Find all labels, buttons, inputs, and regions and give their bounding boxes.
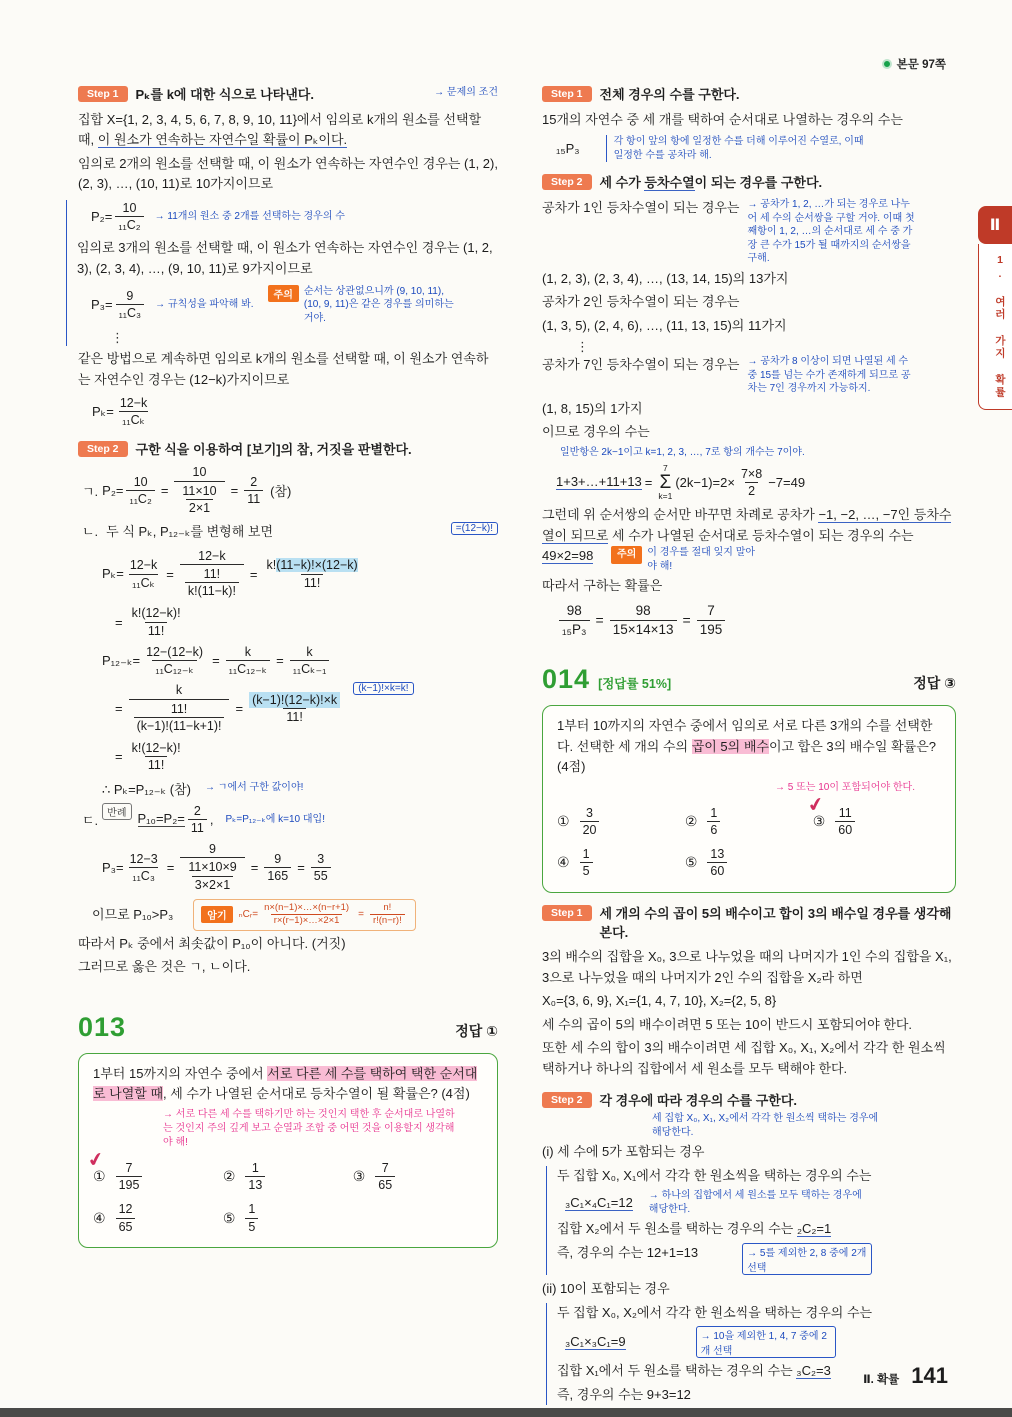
step2-title: 세 수가 등차수열이 되는 경우를 구한다.: [599, 175, 823, 191]
answer-option: [93, 1201, 223, 1235]
equation-pk: [92, 395, 498, 429]
answer-option: [557, 846, 685, 880]
answer-option: [805, 793, 941, 839]
equals: =: [682, 612, 691, 629]
answer-option: [223, 1160, 353, 1194]
paragraph: 또한 세 수의 합이 3의 배수이려면 세 집합 X₀, X₁, X₂에서 각각 한 원소씩 택하거나 하나의 집합에서 세 원소를 모두 택해야 한다.: [542, 1040, 946, 1076]
fraction: $\frac{k}{\text{₁₁Cₖ₋₁}}$: [290, 644, 330, 678]
text: 집합 X={1, 2, 3, 4, 5, 6, 7, 8, 9, 10, 11}에서 임의로 k개의 원소를 선택할 때,: [78, 111, 482, 148]
equation-p3: [91, 285, 498, 326]
item-label: ㄴ.: [82, 524, 99, 540]
option-number: ③: [812, 812, 826, 829]
fraction: $\frac{(k-1)!(12-k)!\times k}{11!}$: [249, 692, 340, 726]
equals: =: [249, 566, 258, 582]
problem-014-box: [542, 705, 956, 893]
math-tail: (참): [270, 484, 292, 500]
equals: =: [595, 612, 604, 629]
step2-title: 구한 식을 이용하여 [보기]의 참, 거짓을 판별한다.: [135, 441, 412, 457]
text-highlighted: 곱이 5의 배수: [691, 738, 769, 754]
warn-badge: 주의: [268, 285, 299, 302]
option-number: ②: [222, 1168, 236, 1185]
problem-statement: 1부터 10까지의 자연수 중에서 임의로 서로 다른 3개의 수를 선택한다. 선택한 세 개의 수의 곱이 5의 배수이고 합은 3의 배수일 확률은? (4점): [557, 718, 936, 775]
page-reference: [882, 56, 946, 72]
derivation-line4: [112, 682, 498, 735]
step1-badge: Step 1: [542, 86, 592, 102]
equals: =: [358, 909, 364, 921]
paragraph: 3의 배수의 집합을 X₀, 3으로 나누었을 때의 나머지가 1인 수의 집합을 X₁, 3으로 나누었을 때의 나머지가 2인 수의 집합을 X₂라 하면: [542, 949, 952, 985]
scan-edge-bar: [0, 1408, 1012, 1417]
equals: =: [115, 614, 123, 630]
text-underlined: 이 원소가 연속하는 자연수일 확률이 Pₖ이다.: [97, 132, 348, 148]
answer-option: [223, 1201, 353, 1235]
answer-option: [685, 805, 813, 839]
annotation-hint: → 5 또는 10이 포함되어야 한다.: [775, 781, 915, 793]
statement-d: [82, 803, 498, 837]
case-header: (i) 세 수에 5가 포함되는 경우: [542, 1144, 705, 1160]
fraction: $\frac{98}{15\times 14\times 13}$: [610, 602, 677, 638]
footer-section: Ⅱ. 확률: [863, 1374, 900, 1386]
option-fraction: $\frac{1}{5}$: [245, 1201, 258, 1235]
answer-option: [85, 1148, 223, 1194]
fraction-nested: $\frac{k}{\frac{11!}{(k-1)!(11-k+1)!}}$: [129, 682, 230, 735]
item-label: ㄱ.: [82, 484, 99, 500]
fraction: $\frac{11\times 10\times 9}{3\times 2\times 1}$: [188, 860, 237, 892]
step2-row: [78, 441, 498, 460]
step2-badge: Step 2: [542, 174, 592, 190]
paragraph: 따라서 구하는 확률은: [542, 578, 663, 594]
annotation-boxed: (k−1)!×k=k!: [353, 682, 413, 695]
option-number: ②: [684, 812, 698, 829]
text: 집합 X₂에서 두 원소를 택하는 경우의 수는 ₂C₂=1: [557, 1221, 832, 1237]
check-icon: ✔: [805, 793, 826, 818]
fraction: $\frac{11!}{(k-1)!(11-k+1)!}$: [134, 701, 225, 735]
derivation-line3: [102, 644, 498, 678]
option-fraction: $\frac{3}{20}$: [580, 805, 600, 839]
chapter-roman: Ⅱ: [978, 206, 1012, 244]
math-lhs: P₂=: [91, 209, 113, 225]
warn-text: 순서는 상관없으니까 (9, 10, 11), (10, 9, 11)은 같은 경우를 의미하는 거야.: [303, 285, 454, 324]
solution-012: [78, 86, 498, 1409]
vertical-dots: ⋮: [111, 330, 124, 346]
case-1-block: [546, 1166, 956, 1275]
step1-title: 전체 경우의 수를 구한다.: [599, 87, 740, 102]
paragraph: 15개의 자연수 중 세 개를 택하여 순서대로 나열하는 경우의 수는: [542, 111, 903, 127]
math-term: ₃C₁×₄C₁=12: [565, 1194, 633, 1210]
step2-row: [542, 174, 956, 193]
answer-label: 정답 ③: [913, 675, 956, 692]
math-term-highlighted: (k−1)!(12−k)!×k: [249, 692, 340, 708]
text: , 세 수가 나열된 순서대로 등차수열이 될 확률은? (4점): [163, 1086, 470, 1102]
page-content: [78, 86, 956, 1409]
option-fraction: $\frac{13}{60}$: [707, 846, 727, 880]
math-lhs: P₁₂₋ₖ=: [102, 652, 141, 668]
equation-sum: [556, 464, 956, 500]
fraction: $\frac{n!}{r!(n-r)!}$: [370, 902, 405, 928]
case-header: (ii) 10이 포함되는 경우: [542, 1280, 670, 1296]
text: 공차가 2인 등차수열이 되는 경우는: [542, 294, 740, 310]
step1-title: 세 개의 수의 곱이 5의 배수이고 합이 3의 배수일 경우를 생각해 본다.: [599, 905, 952, 940]
case-d7: [542, 355, 956, 396]
warning-note: [268, 285, 458, 326]
problem-013-header: [78, 1012, 498, 1043]
equals: =: [160, 483, 169, 499]
fraction: $\frac{n\times(n-1)\times\dots\times(n-r+1)}{r\times(r-1)\times\dots\times 2\times 1}$: [264, 901, 350, 927]
paragraph: X₀={3, 6, 9}, X₁={1, 4, 7, 10}, X₂={2, 5, 8}: [542, 993, 777, 1009]
step2-badge: Step 2: [78, 441, 128, 457]
step1-row: [542, 905, 956, 943]
text: 공차가 1인 등차수열이 되는 경우는: [542, 200, 740, 216]
fraction: $\frac{10}{\text{₁₁C₂}}$: [115, 200, 143, 234]
answer-option: [685, 846, 813, 880]
option-fraction: $\frac{1}{13}$: [245, 1160, 265, 1194]
problem-statement: [93, 1064, 483, 1105]
annotation-boxed: → 5를 제외한 2, 8 중에 2개 선택: [742, 1243, 872, 1275]
statement-n-intro: [82, 522, 498, 543]
option-fraction: $\frac{12}{65}$: [116, 1201, 136, 1235]
derivation-line1: [102, 548, 498, 601]
fraction: $\frac{11!}{k!(11-k)!}$: [185, 566, 239, 600]
step2-badge: Step 2: [542, 1092, 592, 1108]
text: 집합 X₁에서 두 원소를 택하는 경우의 수는 ₃C₂=3: [557, 1363, 831, 1379]
math-term: ₃C₁×₃C₁=9: [565, 1334, 626, 1350]
fraction: $\frac{12-k}{\text{₁₁Cₖ}}$: [119, 396, 148, 428]
annotation: Pₖ=P₁₂₋ₖ에 k=10 대입!: [225, 813, 325, 825]
fraction-nested: $\frac{10}{\frac{11\times 10}{2\times 1}}$: [174, 464, 224, 517]
fraction: $\frac{2}{11}$: [188, 803, 207, 837]
answer-option: [557, 805, 685, 839]
text: 1부터 15까지의 자연수 중에서: [93, 1065, 268, 1081]
fraction: $\frac{3}{55}$: [311, 851, 331, 885]
math-term: ₂C₂=1: [796, 1221, 832, 1237]
math-term: (2k−1)=2×: [675, 474, 735, 490]
fraction: $\frac{12-3}{\text{₁₁C₃}}$: [129, 851, 158, 884]
equals: =: [212, 653, 220, 669]
math-term: k!: [266, 558, 277, 573]
chapter-label: 1. 여러 가지 확률: [978, 244, 1012, 410]
equation-15P3: [556, 135, 956, 162]
option-number: ④: [557, 854, 570, 871]
fraction-nested: $\frac{9}{\frac{11\times 10\times 9}{3\times 2\times 1}}$: [180, 841, 244, 894]
paragraph: 그러므로 옳은 것은 ㄱ, ㄴ이다.: [78, 959, 251, 975]
solutions-013-014: [542, 86, 956, 1409]
annotation: → 공차가 8 이상이 되면 나열된 세 수 중 15를 넘는 수가 존재하게 되므로 공차는 7인 경우까지 가능하지.: [747, 356, 911, 395]
fraction: $\frac{9}{\text{₁₁C₃}}$: [116, 288, 145, 322]
equals: =: [115, 701, 123, 717]
footer-page-number: 141: [911, 1363, 948, 1388]
math-lhs: P₂=: [102, 483, 124, 499]
fraction: $\frac{k}{\text{₁₁C₁₂₋ₖ}}$: [226, 644, 270, 678]
math-term: 1+3+…+11+13: [556, 474, 642, 490]
step1-badge: Step 1: [78, 86, 128, 102]
punctuation: ,: [209, 811, 214, 827]
answer-options: [557, 793, 941, 880]
problem-number: 014: [542, 664, 591, 695]
step2-title: 각 경우에 따라 경우의 수를 구한다.: [599, 1092, 797, 1108]
fraction-nested: $\frac{12-k}{\frac{11!}{k!(11-k)!}}$: [180, 548, 244, 601]
option-number: ①: [557, 812, 570, 829]
equation: [565, 1189, 956, 1216]
item-label: ㄷ.: [82, 812, 99, 828]
problem-013-box: [78, 1053, 498, 1248]
page-ref-text: 본문 97쪽: [896, 59, 946, 71]
equation-p2: [91, 200, 498, 234]
math-lhs: P₃=: [91, 297, 113, 313]
answer-rate: [정답률 51%]: [598, 677, 672, 692]
fraction: $\frac{7\times 8}{2}$: [740, 466, 763, 498]
equals: =: [297, 860, 305, 876]
text: 즉, 경우의 수는 12+1=13: [557, 1244, 699, 1260]
annotation: → 11개의 원소 중 2개를 선택하는 경우의 수: [154, 210, 345, 222]
answer-option: [353, 1160, 483, 1194]
paragraph: 같은 방법으로 계속하면 임의로 k개의 원소를 선택할 때, 이 원소가 연속하는 자연수인 경우는 (12−k)가지이므로: [78, 351, 489, 387]
problem-number: 013: [78, 1011, 127, 1042]
annotation-condition: → 문제의 조건: [434, 87, 498, 98]
check-icon: ✔: [85, 1148, 106, 1173]
case-bracket: [66, 200, 498, 346]
math-term: −7=49: [768, 474, 806, 490]
step2-row: [542, 1092, 956, 1111]
math-term-highlighted: (11−k)!×(12−k): [276, 558, 358, 573]
equals: =: [166, 566, 174, 582]
fraction: $\frac{98}{\text{₁₅P₃}}$: [559, 602, 590, 638]
answer-options: [85, 1148, 483, 1235]
chapter-tab: [978, 206, 1012, 410]
math-term: ₃C₂=3: [796, 1363, 831, 1379]
option-number: ④: [93, 1209, 106, 1226]
option-fraction: $\frac{1}{5}$: [580, 846, 593, 880]
math-lhs: Pₖ=: [102, 566, 124, 582]
step1-row: [78, 86, 498, 105]
paragraph: 세 수의 곱이 5의 배수이려면 5 또는 10이 반드시 포함되어야 한다.: [542, 1016, 913, 1032]
paragraph: 임의로 3개의 원소를 선택할 때, 이 원소가 연속하는 자연수인 경우는 (1, 2, 3), (2, 3, 4), …, (9, 10, 11)로 9가지이므로: [77, 240, 493, 276]
line: [557, 1243, 956, 1275]
derivation-line5: [112, 740, 498, 774]
equation: [565, 1326, 956, 1358]
case-2-block: [546, 1303, 956, 1406]
page-ref-icon: [882, 59, 892, 69]
text: 두 집합 X₀, X₂에서 각각 한 원소씩을 택하는 경우의 수는: [557, 1304, 873, 1320]
case-values: (1, 3, 5), (2, 4, 6), …, (11, 13, 15)의 11가지: [542, 317, 787, 333]
annotation-boxed: =(12−k)!: [451, 522, 498, 535]
case-values: (1, 2, 3), (2, 3, 4), …, (13, 14, 15)의 13가지: [542, 270, 789, 286]
equals: =: [235, 701, 244, 717]
fraction: $\frac{2}{11}$: [244, 474, 263, 508]
annotation: 일반항은 2k−1이고 k=1, 2, 3, …, 7로 항의 개수는 7이야.: [560, 446, 805, 458]
option-number: ⑤: [222, 1209, 236, 1226]
math-lhs: Pₖ=: [92, 403, 114, 419]
fraction: $\frac{k!(12-k)!}{11!}$: [131, 741, 181, 773]
equals: =: [276, 653, 284, 669]
option-fraction: $\frac{7}{65}$: [375, 1160, 395, 1194]
equals: =: [250, 860, 259, 876]
equals: =: [644, 474, 653, 490]
fraction: $\frac{11\times 10}{2\times 1}$: [182, 483, 217, 515]
annotation: → 공차가 1, 2, …가 되는 경우로 나누어 세 수의 순서쌍을 구할 거야. 이때 첫째항이 1, 2, …의 순서대로 세 수 중 가장 큰 수가 15가 될 때까지의 순서쌍을 구해.: [747, 199, 915, 265]
text-highlighted: 서로 다른 세 수를 택하여 택한 순서대로 나열할 때: [93, 1065, 478, 1102]
memorize-box: [193, 899, 415, 931]
annotation: 각 항이 앞의 항에 일정한 수를 더해 이루어진 수열로, 이때 일정한 수를 공차라 해.: [606, 135, 866, 162]
conclusion-n: [102, 779, 498, 798]
option-number: ③: [352, 1168, 366, 1185]
derivation-line2: [112, 605, 498, 639]
paragraph: [78, 110, 498, 151]
option-fraction: $\frac{1}{6}$: [707, 805, 720, 839]
text: 공차가 7인 등차수열이 되는 경우는: [542, 357, 740, 373]
counterexample-badge: 반례: [102, 803, 131, 820]
fraction: $\frac{k!(11-k)!\times(12-k)}{11!}$: [266, 558, 358, 590]
text: 이므로 P₁₀>P₃: [92, 906, 174, 922]
annotation: → 하나의 집합에서 세 원소를 모두 택하는 경우에 해당한다.: [648, 1190, 862, 1215]
math-lhs: ₙCᵣ=: [238, 909, 259, 921]
text: 즉, 경우의 수는 9+3=12: [557, 1386, 691, 1402]
paragraph: 따라서 Pₖ 중에서 최솟값이 P₁₀이 아니다. (거짓): [78, 935, 346, 951]
sigma-notation: 7 Σ k=1: [658, 463, 673, 501]
fraction: $\frac{k!(12-k)!}{11!}$: [131, 606, 181, 638]
math-lhs: P₃=: [102, 860, 124, 876]
statement-g: [82, 464, 498, 517]
warn-badge: 주의: [611, 546, 642, 564]
option-fraction: $\frac{11}{60}$: [835, 805, 855, 839]
fraction: $\frac{7}{195}$: [697, 602, 726, 638]
step1-title: Pₖ를 k에 대한 식으로 나타낸다.: [135, 87, 314, 102]
math-lhs: P₁₀=P₂=: [137, 811, 185, 827]
paragraph: 임의로 2개의 원소를 선택할 때, 이 원소가 연속하는 자연수인 경우는 (1, 2), (2, 3), …, (10, 11)로 10가지이므로: [78, 155, 498, 192]
option-number: ①: [93, 1168, 106, 1185]
fraction: $\frac{10}{\text{₁₁C₂}}$: [126, 474, 154, 508]
fraction: $\frac{9}{165}$: [264, 851, 291, 885]
step1-badge: Step 1: [542, 905, 592, 921]
memo-formula: [239, 902, 408, 928]
option-fraction: $\frac{7}{195}$: [116, 1160, 143, 1194]
option-number: ⑤: [684, 854, 698, 871]
math-term: ₁₅P₃: [556, 141, 580, 157]
annotation: → ㄱ에서 구한 값이야!: [205, 782, 304, 794]
warn-text: 이 경우를 절대 잊지 말아야 해!: [647, 547, 756, 572]
equals: =: [115, 749, 123, 765]
case-values: (1, 8, 15)의 1가지: [542, 400, 643, 416]
text: 두 집합 X₀, X₁에서 각각 한 원소씩을 택하는 경우의 수는: [557, 1167, 872, 1183]
equals: =: [166, 860, 175, 876]
case-d1: [542, 198, 956, 266]
fraction: $\frac{12-k}{\text{₁₁Cₖ}}$: [129, 558, 158, 590]
annotation: 세 집합 X₀, X₁, X₂에서 각각 한 원소씩 택하는 경우에 해당한다.: [652, 1113, 879, 1138]
vertical-dots: ⋮: [576, 339, 589, 355]
annotation: → 규칙성을 파악해 봐.: [155, 299, 254, 311]
answer-label: 정답 ①: [455, 1022, 498, 1039]
fraction: $\frac{12-(12-k)}{\text{₁₁C₁₂₋ₖ}}$: [146, 644, 204, 677]
annotation-boxed: → 10을 제외한 1, 4, 7 중에 2개 선택: [696, 1326, 836, 1358]
paragraph: 그런데 위 순서쌍의 순서만 바꾸면 차례로 공차가 −1, −2, …, −7인 등차수열이 되므로 세 수가 나열된 순서대로 등차수열이 되는 경우의 수는 49×2=98 주의 이 경우를 절대 잊지 말아야 해!: [542, 507, 952, 572]
page-footer: [863, 1363, 948, 1389]
text: 이므로 경우의 수는: [542, 424, 650, 440]
step1-row: [542, 86, 956, 105]
equals: =: [230, 483, 239, 499]
annotation-hint: → 서로 다른 세 수를 택하기만 하는 것인지 택한 후 순서대로 나열하는 것인지 주의 깊게 보고 순열과 조합 중 어떤 것을 이용할지 생각해야 해!: [163, 1108, 455, 1148]
warning-note: [611, 546, 761, 573]
equation-d2: [102, 841, 498, 894]
equation-final: [556, 602, 956, 638]
math-conclusion: ∴ Pₖ=P₁₂₋ₖ (참): [102, 781, 192, 797]
problem-014-header: [542, 664, 956, 695]
line-p5: [92, 899, 498, 931]
text: 두 식 Pₖ, P₁₂₋ₖ를 변형해 보면: [106, 524, 274, 540]
memo-badge: 암기: [201, 906, 232, 923]
